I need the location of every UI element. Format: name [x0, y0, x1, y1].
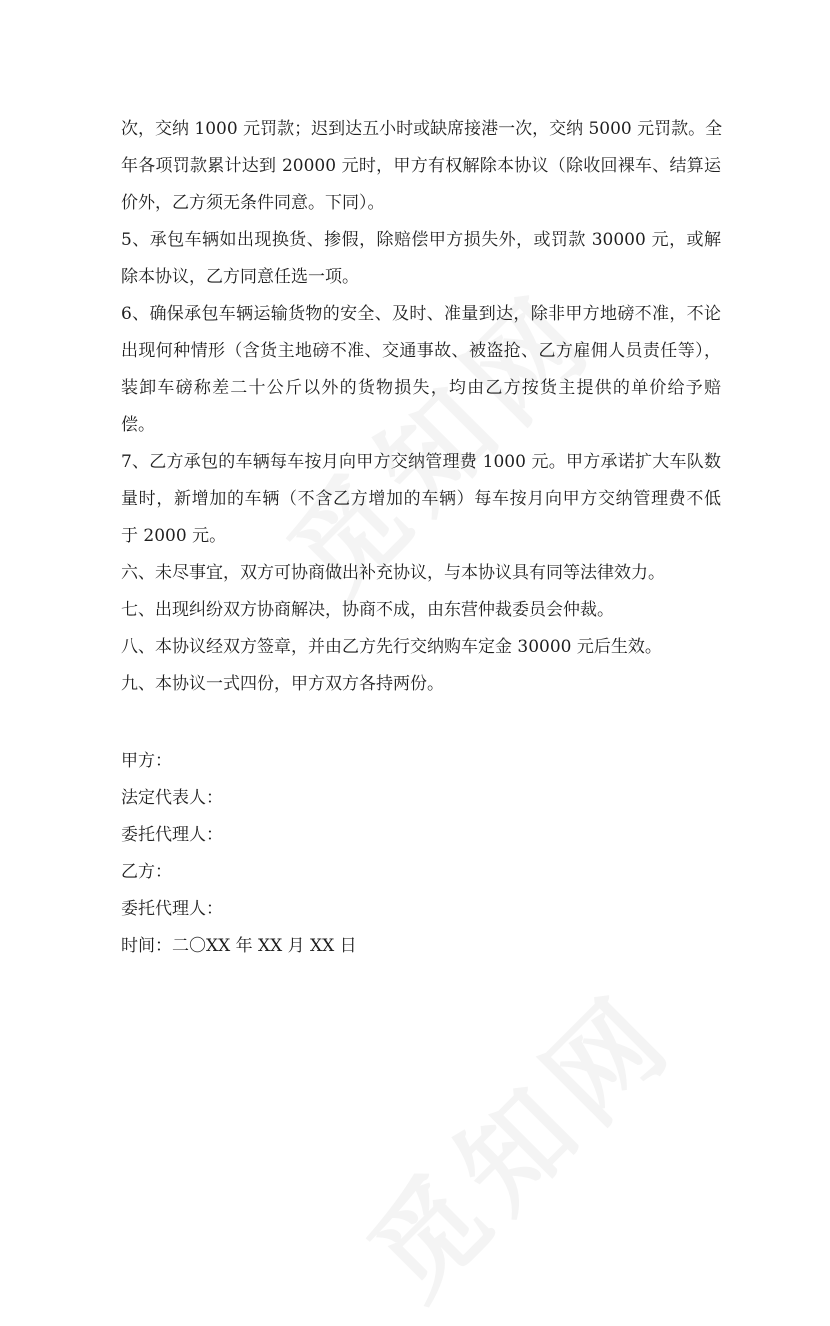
watermark — [329, 952, 704, 1326]
clause-six: 六、未尽事宜，双方可协商做出补充协议，与本协议具有同等法律效力。 — [121, 563, 665, 583]
clause-seven: 七、出现纠纷双方协商解决，协商不成，由东营仲裁委员会仲裁。 — [121, 600, 614, 620]
paragraph-line: 出现何种情形（含货主地磅不准、交通事故、被盗抢、乙方雇佣人员责任等）， — [121, 341, 721, 361]
date-line: 时间：二〇XX 年 XX 月 XX 日 — [121, 936, 357, 956]
document-body — [121, 112, 721, 966]
party-b-label: 乙方： — [121, 862, 172, 882]
paragraph-line: 于 2000 元。 — [121, 526, 227, 546]
paragraph-line: 价外，乙方须无条件同意。下同）。 — [121, 193, 385, 213]
paragraph-line: 6、确保承包车辆运输货物的安全、及时、准量到达，除非甲方地磅不准，不论 — [121, 304, 721, 324]
authorized-agent-a-label: 委托代理人： — [121, 825, 223, 845]
clause-nine: 九、本协议一式四份，甲方双方各持两份。 — [121, 674, 444, 694]
paragraph-line: 次，交纳 1000 元罚款；迟到达五小时或缺席接港一次，交纳 5000 元罚款。全 — [121, 119, 723, 139]
authorized-agent-b-label: 委托代理人： — [121, 899, 223, 919]
paragraph-line: 年各项罚款累计达到 20000 元时，甲方有权解除本协议（除收回裸车、结算运 — [121, 156, 721, 176]
legal-representative-label: 法定代表人： — [121, 788, 223, 808]
paragraph-line: 量时，新增加的车辆（不含乙方增加的车辆）每车按月向甲方交纳管理费不低 — [121, 489, 721, 509]
party-a-label: 甲方： — [121, 751, 172, 771]
paragraph-line: 5、承包车辆如出现换货、掺假，除赔偿甲方损失外，或罚款 30000 元，或解 — [121, 230, 721, 250]
clause-eight: 八、本协议经双方签章，并由乙方先行交纳购车定金 30000 元后生效。 — [121, 637, 662, 657]
paragraph-line: 除本协议，乙方同意任选一项。 — [121, 267, 359, 287]
paragraph-line: 偿。 — [121, 415, 155, 435]
paragraph-line: 装卸车磅称差二十公斤以外的货物损失，均由乙方按货主提供的单价给予赔 — [121, 378, 721, 398]
paragraph-line: 7、乙方承包的车辆每车按月向甲方交纳管理费 1000 元。甲方承诺扩大车队数 — [121, 452, 721, 472]
section-gap — [121, 704, 721, 744]
